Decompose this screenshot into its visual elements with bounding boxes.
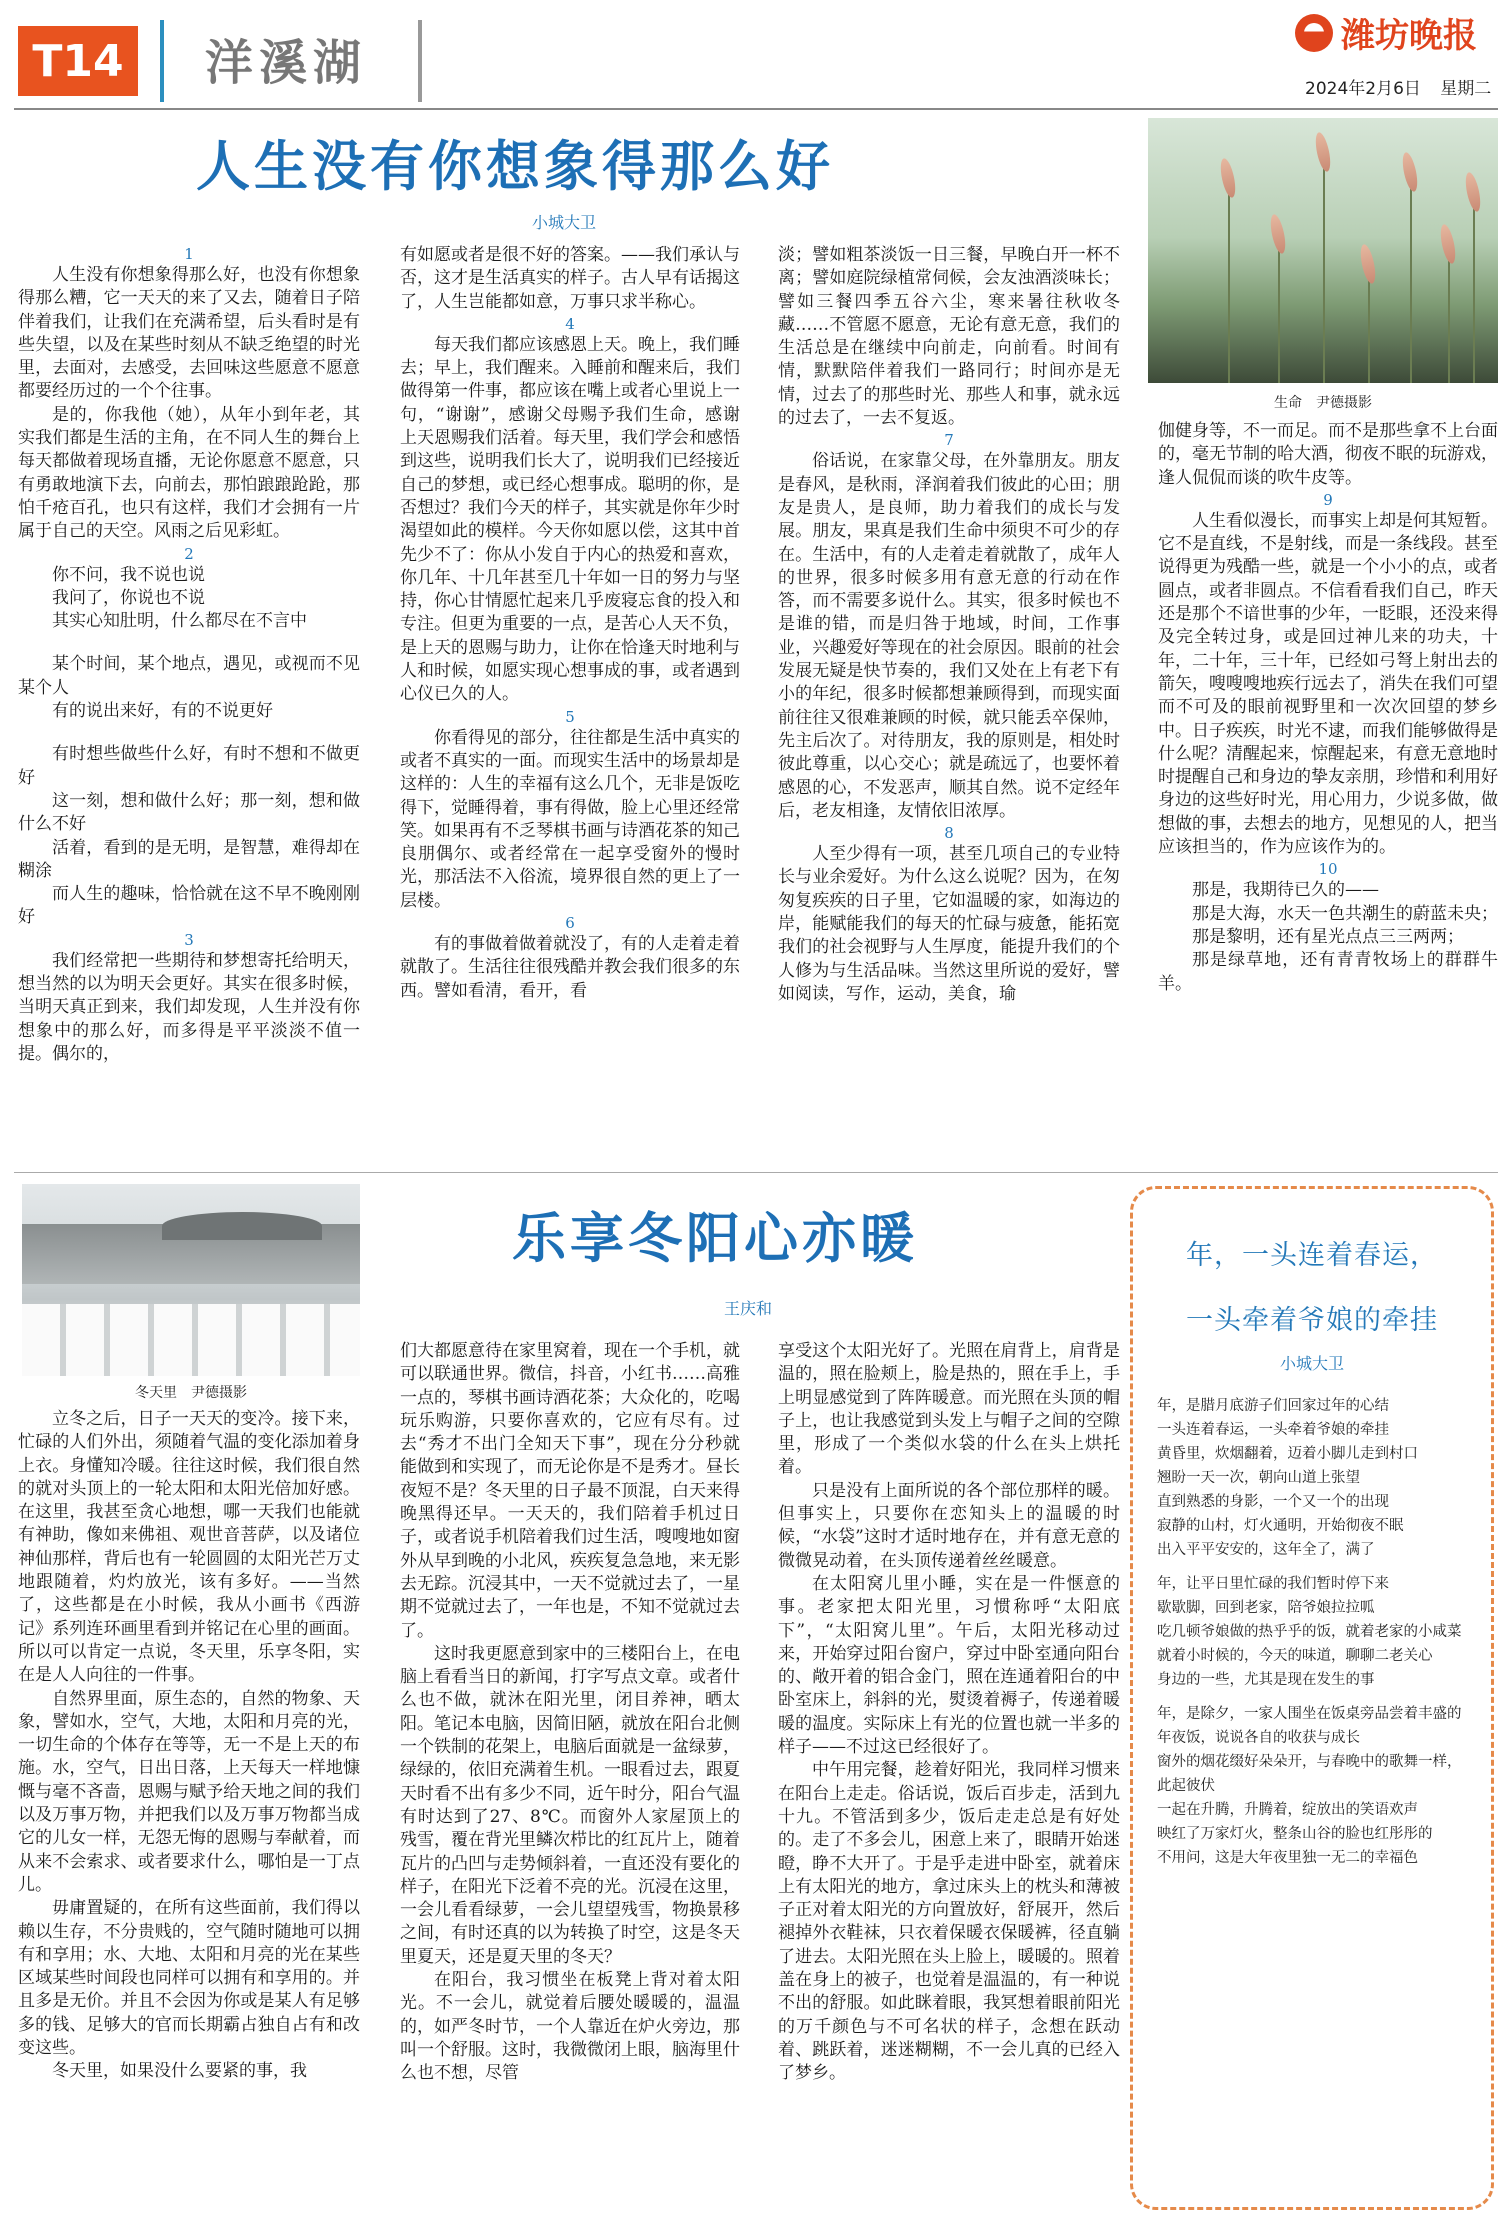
- poem-line: 黄昏里，炊烟翻着，迈着小脚儿走到村口: [1157, 1446, 1418, 1462]
- paragraph: 那是绿草地，还有青青牧场上的群群牛羊。: [1158, 950, 1498, 994]
- paragraph: 人生看似漫长，而事实上却是何其短暂。它不是直线，不是射线，而是一条线段。甚至说得更为残酷一些，就是一个小小的点，或者圆点，或者非圆点。不信看看我们自己，昨天还是那个不谙世事的少年，一眨眼，还没来得及完全转过身，或是回过神儿来的功夫，十年，二十年，三十年，已经如弓弩上射出去的箭矢，嗖嗖嗖地疾行远去了，消失在我们可望而不可及的眼前视野里和一次次回望的梦乡中。日子疾疾，时光不逮，而我们能够做得是什么呢？清醒起来，惊醒起来，有意无意地时时提醒自己和身边的挚友亲朋，珍惜和利用好身边的这些好时光，用心用力，少说多做，做想做的事，去想去的地方，见想见的人，把当应该担当的，作为应该作为的。: [1158, 510, 1498, 858]
- section-number: 5: [565, 707, 575, 726]
- stanza-gap: [1157, 1692, 1473, 1702]
- paragraph: 立冬之后，日子一天天的变冷。接下来，忙碌的人们外出，须随着气温的变化添加着身上衣。身懂知冷暖。往往这时候，我们很自然的就对头顶上的一轮太阳和太阳光倍加好感。在这里，我甚至贪心地想，哪一天我们也能就有神助，像如来佛祖、观世音菩萨，以及诸位神仙那样，背后也有一轮圆圆的太阳光芒万丈地跟随着，灼灼放光，该有多好。——当然了，这些都是在小时候，我从小画书《西游记》系列连环画里看到并铭记在心里的画面。所以可以肯定一点说，冬天里，乐享冬阳，实在是人人向往的一件事。: [18, 1409, 360, 1686]
- section-number: 9: [1323, 490, 1333, 509]
- paragraph: 有如愿或者是很不好的答案。——我们承认与否，这才是生活真实的样子。古人早有话揭这了，人生岂能都如意，万事只求半称心。: [400, 245, 740, 312]
- section-number: 4: [565, 314, 575, 333]
- poem-line: 年，让平日里忙碌的我们暂时停下来: [1157, 1576, 1389, 1592]
- article-2-column-3: [778, 1340, 1120, 2214]
- poem-line: 一起在升腾，升腾着，绽放出的笑语欢声: [1157, 1802, 1418, 1818]
- page-number-tag: T14: [18, 26, 138, 96]
- photo-caption-winter: 冬天里 尹德摄影: [135, 1385, 247, 1401]
- logo-icon: [1295, 14, 1333, 52]
- paragraph: 中午用完餐，趁着好阳光，我同样习惯来在阳台上走走。俗话说，饭后百步走，活到九十九。不管活到多少，饭后走走总是有好处的。走了不多会儿，困意上来了，眼睛开始迷瞪，睁不大开了。于是乎走进中卧室，就着床上有太阳光的地方，拿过床头上的枕头和薄被子正对着太阳光的方向置放好，舒展开，然后褪掉外衣鞋袜，只衣着保暖衣保暖裤，径直躺了进去。太阳光照在头上脸上，暖暖的。照着盖在身上的被子，也觉着是温温的，有一种说不出的舒服。如此眯着眼，我冥想着眼前阳光的万千颜色与不可名状的样子，念想在跃动着、跳跃着，迷迷糊糊，不一会儿真的已经入了梦乡。: [778, 1760, 1120, 2084]
- poem-line: 不用问，这是大年夜里独一无二的幸福色: [1157, 1850, 1418, 1866]
- paragraph: 们大都愿意待在家里窝着，现在一个手机，就可以联通世界。微信，抖音，小红书……高雅一点的，琴棋书画诗酒花茶；大众化的，吃喝玩乐购游，只要你喜欢的，它应有尽有。过去“秀才不出门全知天下事”，现在分分秒就能做到和实现了，而无论你是不是秀才。昼长夜短不是？冬天里的日子最不顶混，白天来得晚黑得还早。一天天的，我们陪着手机过日子，或者说手机陪着我们过生活，嗖嗖地如窗外从早到晚的小北风，疾疾复急急地，来无影去无踪。沉浸其中，一天不觉就过去了，一星期不觉就过去了，一年也是，不知不觉就过去了。: [400, 1341, 740, 1641]
- poem-line: 就着小时候的，今天的味道，聊聊二老关心: [1157, 1648, 1433, 1664]
- paragraph: 淡；譬如粗茶淡饭一日三餐，早晚白开一杯不离；譬如庭院绿植常伺候，会友浊酒淡味长；譬如三餐四季五谷六尘，寒来暑往秋收冬藏……不管愿不愿意，无论有意无意，我们的生活总是在继续中向前走，向前看。时间有情，默默陪伴着我们一路同行；时间亦是无情，过去了的那些时光、那些人和事，就永远的过去了，一去不复返。: [778, 245, 1120, 429]
- section-number: 2: [184, 544, 194, 563]
- poem-line: 直到熟悉的身影，一个又一个的出现: [1157, 1494, 1389, 1510]
- stanza-gap: [1157, 1562, 1473, 1572]
- article-1-column-3: [778, 244, 1120, 1166]
- paragraph: 自然界里面，原生态的，自然的物象、天象，譬如水，空气，大地，太阳和月亮的光，一切生命的个体存在等等，无一不是上天的布施。水，空气，日出日落，上天每天一样地慷慨与毫不吝啬，恩赐与赋予给天地之间的我们以及万事万物，并把我们以及万事万物都当成它的儿女一样，无怨无悔的恩赐与奉献着，而从来不会索求、或者要求什么，哪怕是一丁点儿。: [18, 1688, 360, 1895]
- newspaper-name: 潍坊晚报: [1341, 16, 1477, 56]
- poem-line: 一头连着春运，一头牵着爷娘的牵挂: [1157, 1422, 1389, 1438]
- poem-line: 窗外的烟花缀好朵朵开，与春晚中的歌舞一样，此起彼伏: [1157, 1754, 1462, 1794]
- paragraph: 人生没有你想象得那么好，也没有你想象得那么糟，它一天天的来了又去，随着日子陪伴着我们，让我们在充满希望，后头看时是有些失望，以及在某些时刻从不缺乏绝望的时光里，去面对，去感受，去回味这些愿意不愿意都要经历过的一个个往事。: [18, 265, 360, 402]
- section-number: 1: [184, 245, 194, 263]
- poem-author: 小城大卫: [1279, 1354, 1344, 1373]
- paragraph-gap: [18, 723, 360, 743]
- paragraph: 享受这个太阳光好了。光照在肩背上，肩背是温的，照在脸颊上，脸是热的，照在手上，手上明显感觉到了阵阵暖意。而光照在头顶的帽子上，也让我感觉到头发上与帽子之间的空隙里，形成了一个类似水袋的什么在头上烘托着。: [778, 1341, 1120, 1478]
- paragraph: 某个时间，某个地点，遇见，或视而不见某个人: [18, 654, 360, 698]
- paragraph: 在阳台，我习惯坐在板凳上背对着太阳光。不一会儿，就觉着后腰处暖暖的，温温的，如严冬时节，一个人靠近在炉火旁边，那叫一个舒服。这时，我微微闭上眼，脑海里什么也不想，尽管: [400, 1970, 740, 2084]
- article-2-column-1: [18, 1408, 360, 2214]
- poem-line: 身边的一些，尤其是现在发生的事: [1157, 1672, 1375, 1688]
- paragraph: 只是没有上面所说的各个部位那样的暖。但事实上，只要你在恋知头上的温暖的时候，“水袋”这时才适时地存在，并有意无意的微微晃动着，在头顶传递着丝丝暖意。: [778, 1480, 1120, 1571]
- photo-life-foxtail-grass: [1148, 118, 1498, 383]
- paragraph: 是的，你我他（她），从年小到年老，其实我们都是生活的主角，在不同人生的舞台上每天都做着现场直播，无论你愿意不愿意，只有勇敢地演下去，向前去，那怕踉踉跄跄，那怕千疮百孔，也只有这样，我们才会拥有一片属于自己的天空。风雨之后见彩虹。: [18, 404, 360, 542]
- poem-line: 年，是除夕，一家人围坐在饭桌旁品尝着丰盛的年夜饭，说说各自的收获与成长: [1157, 1706, 1462, 1746]
- poem-line: 歇歇脚，回到老家，陪爷娘拉拉呱: [1157, 1600, 1375, 1616]
- section-number: 8: [944, 824, 954, 843]
- section-title: 洋溪湖: [205, 35, 368, 91]
- poem-title-line-2: 一头牵着爷娘的牵挂: [1186, 1305, 1438, 1336]
- paragraph: 你看得见的部分，往往都是生活中真实的或者不真实的一面。而现实生活中的场景却是这样的：人生的幸福有这么几个，无非是饭吃得下，觉睡得着，事有得做，脸上心里还经常笑。如果再有不乏琴棋书画与诗酒花茶的知己良朋偶尔、或者经常在一起享受窗外的慢时光，那活法不入俗流，境界很自然的更上了一层楼。: [400, 727, 740, 911]
- photo-caption-life: 生命 尹德摄影: [1274, 395, 1372, 411]
- paragraph: 有时想些做些什么好，有时不想和不做更好: [18, 744, 360, 788]
- paragraph: 这时我更愿意到家中的三楼阳台上，在电脑上看看当日的新闻，打字写点文章。或者什么也不做，就沐在阳光里，闭目养神，晒太阳。笔记本电脑，因简旧陋，就放在阳台北侧一个铁制的花架上，电脑后面就是一盆绿萝，绿绿的，依旧充满着生机。一眼看过去，跟夏天时看不出有多少不同，近午时分，阳台气温有时达到了27、8℃。而窗外人家屋顶上的残雪，覆在背光里鳞次栉比的红瓦片上，随着瓦片的凸凹与走势倾斜着，一直还没有要化的样子，在阳光下泛着不亮的光。沉浸在这里，一会儿看看绿萝，一会儿望望残雪，物换景移之间，有时还真的以为转换了时空，这是冬天里夏天，还是夏天里的冬天？: [400, 1643, 740, 1967]
- poem-box: [1130, 1186, 1494, 2210]
- header-rule: [14, 108, 1498, 110]
- paragraph: 这一刻，想和做什么好；那一刻，想和做什么不好: [18, 790, 360, 835]
- section-number: 6: [565, 914, 575, 933]
- paragraph: 冬天里，如果没什么要紧的事，我: [52, 2061, 307, 2082]
- article-1-author: 小城大卫: [532, 213, 597, 232]
- photo-winter-snow-scene: [22, 1184, 360, 1376]
- header-divider: [160, 20, 164, 102]
- paragraph: 有的说出来好，有的不说更好: [52, 701, 273, 722]
- paragraph: 伽健身等，不一而足。而不是那些拿不上台面的，毫无节制的哈大酒，彻夜不眠的玩游戏，逢人侃侃而谈的吹牛皮等。: [1158, 421, 1498, 488]
- section-number: 3: [184, 930, 194, 949]
- paragraph: 那是，我期待已久的——: [1192, 880, 1379, 901]
- poem-line: 年，是腊月底游子们回家过年的心结: [1157, 1398, 1389, 1414]
- paragraph: 俗话说，在家靠父母，在外靠朋友。朋友是春风，是秋雨，泽润着我们彼此的心田；朋友是贵人，是良师，助力着我们的成长与发展。朋友，果真是我们生命中须臾不可少的存在。生活中，有的人走着走着就散了，成年人的世界，很多时候多用有意无意的行动在作答，而不需要多说什么。其实，很多时候也不是谁的错，而是归咎于地域，时间，工作事业，兴趣爱好等现在的社会原因。眼前的社会发展无疑是快节奏的，我们又处在上有老下有小的年纪，很多时候都想兼顾得到，而现实面前往往又很难兼顾的时候，就只能丢卒保帅，先主后次了。对待朋友，我的原则是，相处时彼此尊重，以心交心；就是疏远了，也要怀着感恩的心，不发恶声，顺其自然。说不定经年后，老友相逢，友情依旧浓厚。: [778, 451, 1120, 821]
- poem-line: 映红了万家灯火，整条山谷的脸也红彤彤的: [1157, 1826, 1433, 1842]
- paragraph: 那是黎明，还有星光点点三三两两；: [1192, 926, 1464, 947]
- article-2-column-2: [400, 1340, 740, 2214]
- paragraph: 我问了，你说也不说: [52, 587, 205, 608]
- paragraph: 人至少得有一项，甚至几项自己的专业特长与业余爱好。为什么这么说呢？因为，在匆匆复疾疾的日子里，它如温暖的家，如海边的岸，能赋能我们的每天的忙碌与疲惫，能拓宽我们的社会视野与人生厚度，能提升我们的个人修为与生活品味。当然这里所说的爱好，譬如阅读，写作，运动，美食，瑜: [778, 844, 1120, 1004]
- paragraph-gap: [18, 633, 360, 653]
- paragraph: 毋庸置疑的，在所有这些面前，我们得以赖以生存，不分贵贱的，空气随时随地可以拥有和享用；水、大地、太阳和月亮的光在某些区域某些时间段也同样可以拥有和享用的。并且多是无价。并且不会因为你或是某人有足够多的钱、足够大的官而长期霸占独自占有和改变这些。: [18, 1898, 360, 2059]
- section-number: 10: [1318, 860, 1338, 879]
- article-1-column-1: [18, 244, 360, 1166]
- poem-line: 翘盼一天一次，朝向山道上张望: [1157, 1470, 1360, 1486]
- paragraph: 活着，看到的是无明，是智慧，难得却在糊涂: [18, 837, 360, 881]
- poem-line: 吃几顿爷娘做的热乎乎的饭，就着老家的小咸菜: [1157, 1624, 1462, 1640]
- article-1-column-2: [400, 244, 740, 1166]
- header-divider: [418, 20, 422, 102]
- paragraph: 其实心知肚明，什么都尽在不言中: [52, 611, 307, 632]
- section-number: 7: [944, 431, 954, 450]
- poem-title-line-1: 年，一头连着春运，: [1186, 1240, 1438, 1271]
- article-1-column-4: [1158, 420, 1498, 1160]
- poem-line: 出入平平安安的，这年全了，满了: [1157, 1542, 1375, 1558]
- issue-date: 2024年2月6日 星期二: [1305, 79, 1492, 99]
- paragraph: 在太阳窝儿里小睡，实在是一件惬意的事。老家把太阳光里，习惯称呼“太阳底下”，“太阳窝儿里”。午后，太阳光移动过来，开始穿过阳台窗户，穿过中卧室通向阳台的、敞开着的铝合金门，照在连通着阳台的中卧室床上，斜斜的光，熨烫着褥子，传递着暖暖的温度。实际床上有光的位置也就一半多的样子——不过这已经很好了。: [778, 1573, 1120, 1758]
- poem-body: [1157, 1394, 1473, 1870]
- newspaper-logo: [1295, 8, 1477, 57]
- paragraph: 你不问，我不说也说: [52, 564, 205, 585]
- poem-line: 寂静的山村，灯火通明，开始彻夜不眠: [1157, 1518, 1404, 1534]
- paragraph: 而人生的趣味，恰恰就在这不早不晚刚刚好: [18, 884, 360, 928]
- paragraph: 我们经常把一些期待和梦想寄托给明天，想当然的以为明天会更好。其实在很多时候，当明天真正到来，我们却发现，人生并没有你想象中的那么好，而多得是平平淡淡不值一提。偶尔的，: [18, 950, 360, 1064]
- section-rule: [14, 1172, 1498, 1173]
- paragraph: 每天我们都应该感恩上天。晚上，我们睡去；早上，我们醒来。入睡前和醒来后，我们做得第一件事，都应该在嘴上或者心里说上一句，“谢谢”，感谢父母赐予我们生命，感谢上天恩赐我们活着。每天里，我们学会和感悟到这些，说明我们长大了，说明我们已经接近自己的梦想，或已经心想事成。聪明的你，是否想过？我们今天的样子，其实就是你年少时渴望如此的模样。今天你如愿以偿，这其中首先少不了：你从小发自于内心的热爱和喜欢，你几年、十几年甚至几十年如一日的努力与坚持，你心甘情愿忙起来几乎废寝忘食的投入和专注。但更为重要的一点，是苦心人天不负，是上天的恩赐与助力，让你在恰逢天时地利与人和时候，如愿实现心想事成的事，或者遇到心仪已久的人。: [400, 334, 740, 705]
- article-2-title: 乐享冬阳心亦暖: [512, 1206, 918, 1270]
- paragraph: 那是大海，水天一色共潮生的蔚蓝未央；: [1192, 903, 1498, 924]
- article-1-title: 人生没有你想象得那么好: [196, 134, 834, 198]
- paragraph: 有的事做着做着就没了，有的人走着走着就散了。生活往往很残酷并教会我们很多的东西。譬如看清，看开，看: [400, 934, 740, 1001]
- article-2-author: 王庆和: [724, 1299, 773, 1318]
